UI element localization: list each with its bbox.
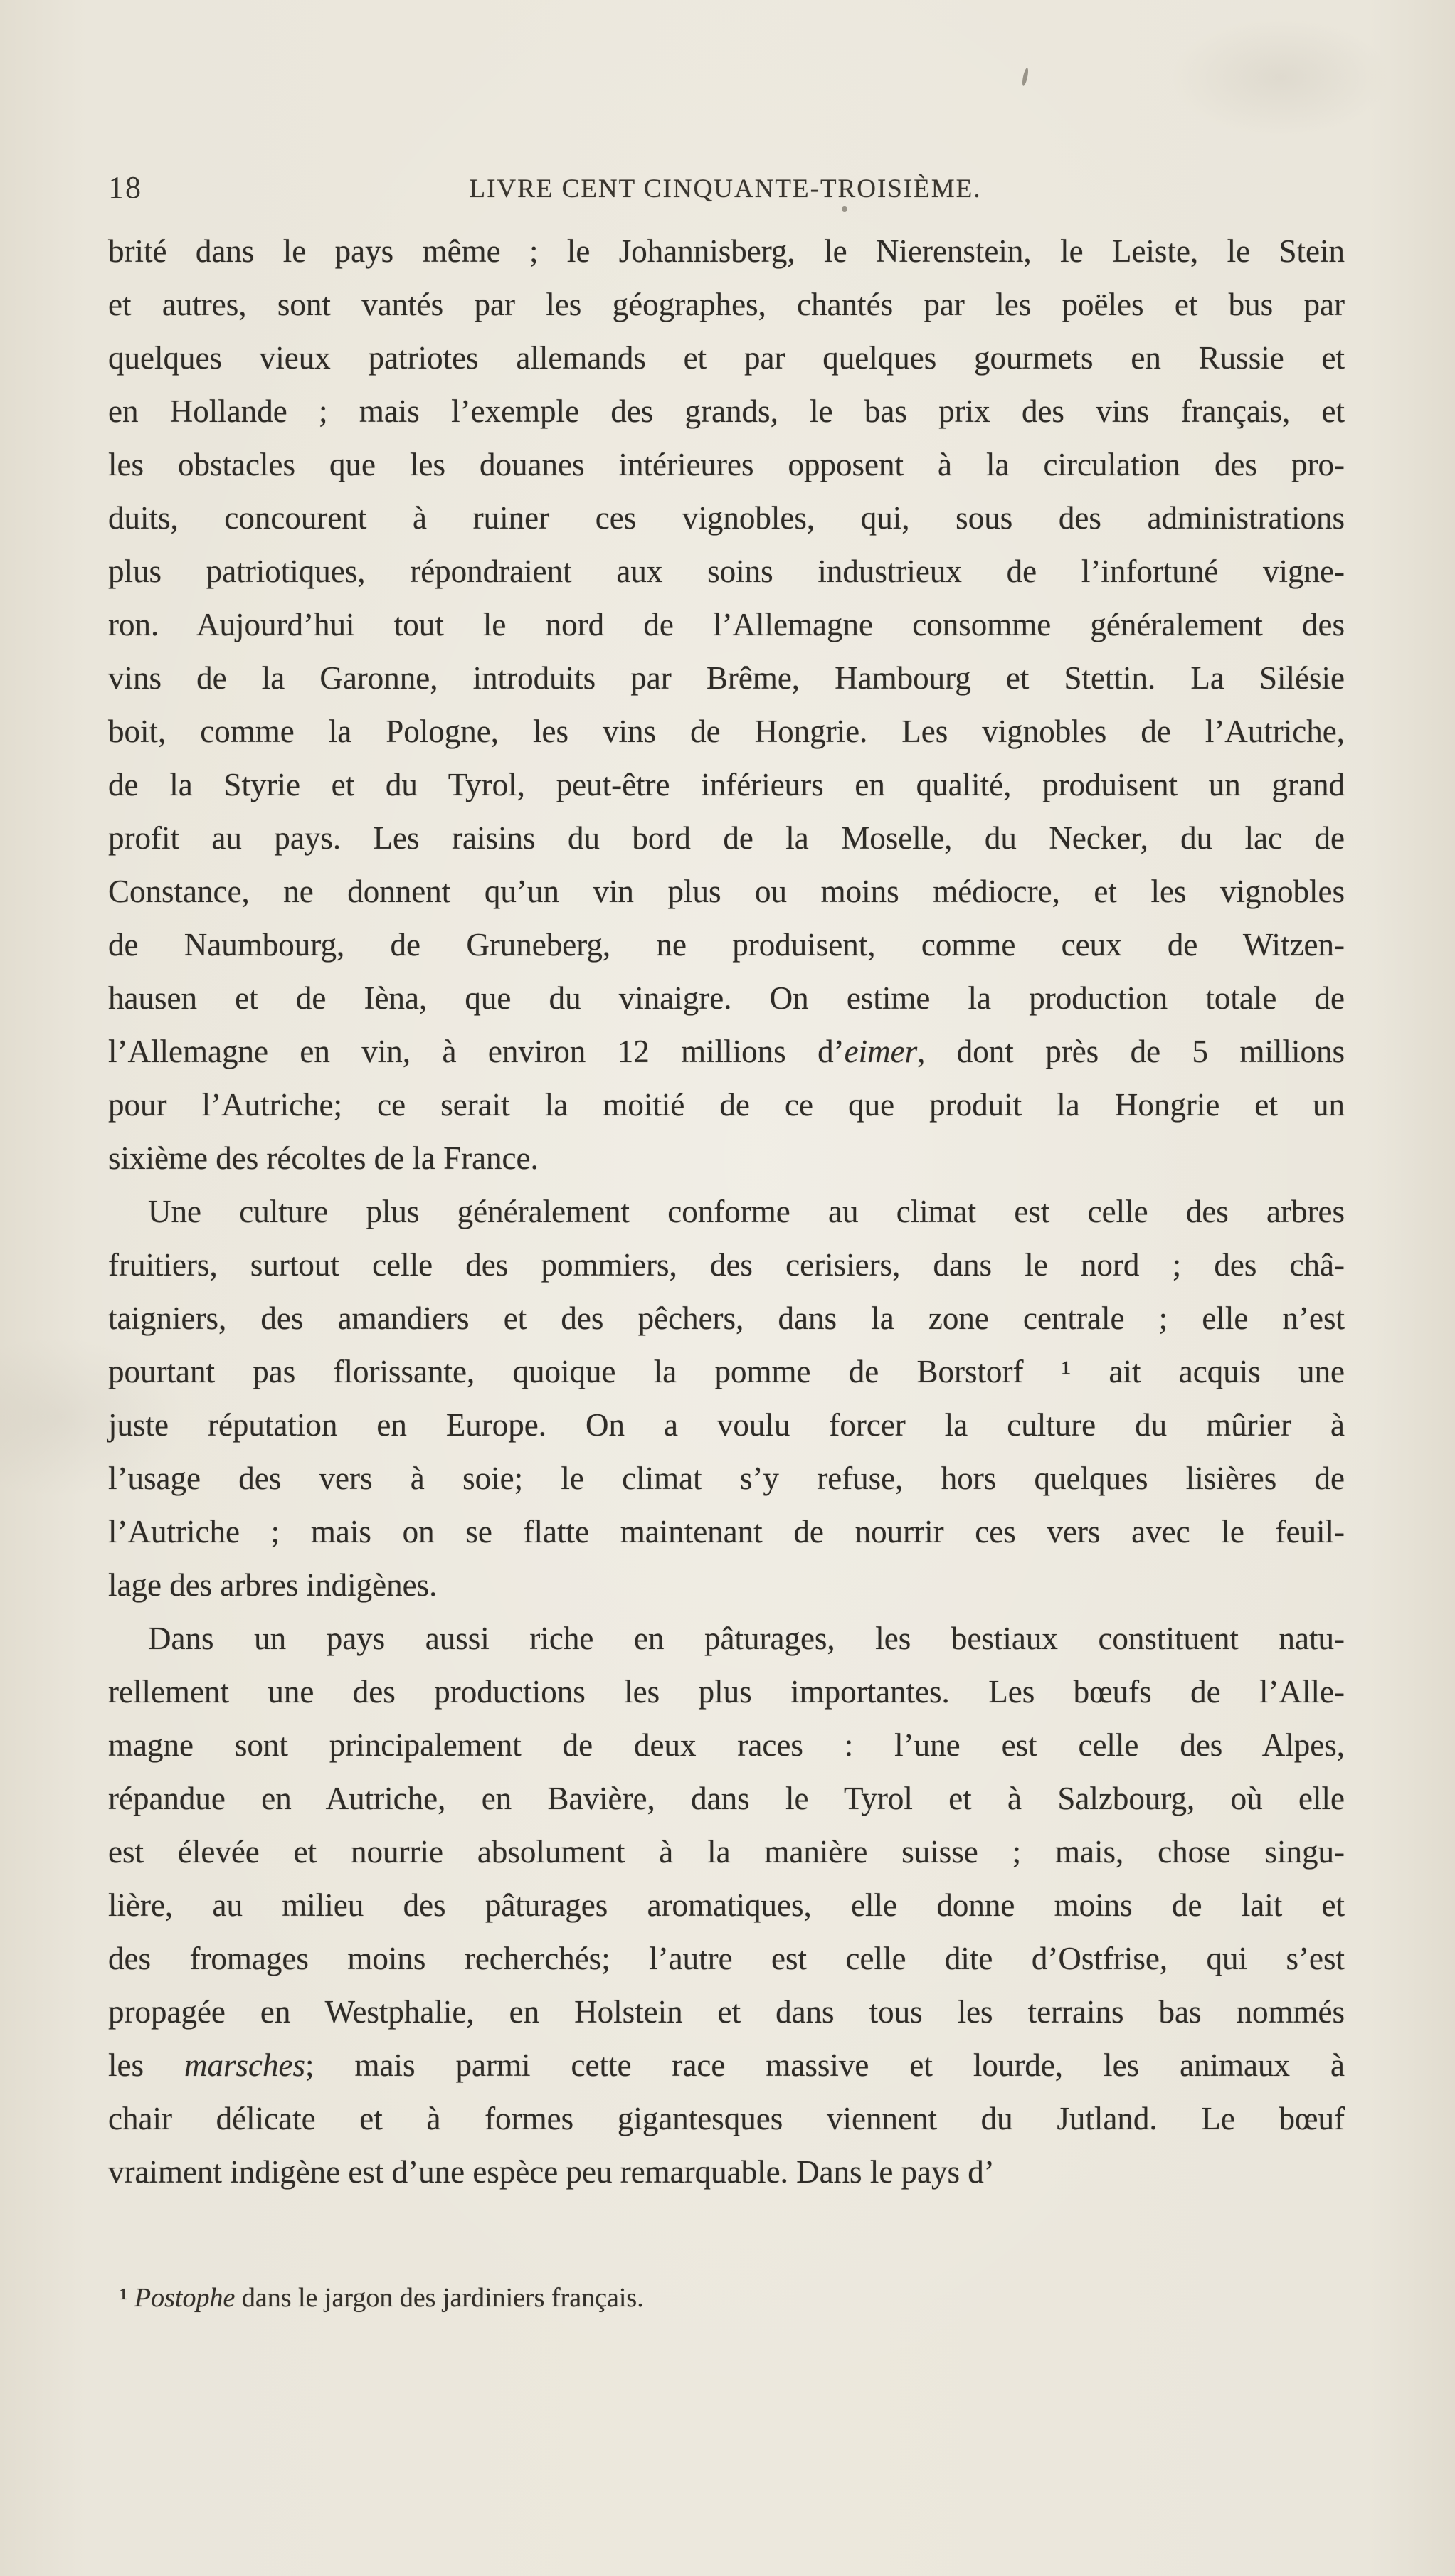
text-line: des fromages moins recherchés; l’autre est celle dite d’Ostfrise, qui s’est [108, 1941, 1345, 1976]
text-line: et autres, sont vantés par les géographes, chantés par les poëles et bus par [108, 287, 1345, 322]
text-line: répandue en Autriche, en Bavière, dans le Tyrol et à Salzbourg, où elle [108, 1781, 1345, 1816]
text-line: propagée en Westphalie, en Holstein et dans tous les terrains bas nommés [108, 1994, 1345, 2030]
text-line: de Naumbourg, de Gruneberg, ne produisent, comme ceux de Witzen- [108, 927, 1345, 963]
text-line: Constance, ne donnent qu’un vin plus ou moins médiocre, et les vignobles [108, 874, 1345, 909]
text-line: duits, concourent à ruiner ces vignobles, qui, sous des administrations [108, 500, 1345, 536]
text-line: Dans un pays aussi riche en pâturages, les bestiaux constituent natu- [148, 1621, 1345, 1656]
text-line: rellement une des productions les plus importantes. Les bœufs de l’Alle- [108, 1674, 1345, 1710]
text-line: chair délicate et à formes gigantesques viennent du Jutland. Le bœuf [108, 2101, 1345, 2136]
text-line: l’Allemagne en vin, à environ 12 millions d’eimer, dont près de 5 millions [108, 1034, 1345, 1069]
text-line: hausen et de Ièna, que du vinaigre. On estime la production totale de [108, 980, 1345, 1016]
ink-speck [1021, 68, 1029, 87]
body-text [108, 225, 1345, 2199]
text-line: l’usage des vers à soie; le climat s’y refuse, hors quelques lisières de [108, 1461, 1345, 1496]
text-line: de la Styrie et du Tyrol, peut-être inférieurs en qualité, produisent un grand [108, 767, 1345, 802]
running-title: LIVRE CENT CINQUANTE-TROISIÈME. [469, 174, 982, 203]
text-line: quelques vieux patriotes allemands et par quelques gourmets en Russie et [108, 340, 1345, 376]
text-line: sixième des récoltes de la France. [108, 1140, 539, 1176]
text-line: lière, au milieu des pâturages aromatiques, elle donne moins de lait et [108, 1887, 1345, 1923]
text-line: fruitiers, surtout celle des pommiers, des cerisiers, dans le nord ; des châ- [108, 1247, 1345, 1283]
footnote: ¹ Postophe dans le jargon des jardiniers français. [120, 2283, 644, 2313]
text-line: est élevée et nourrie absolument à la manière suisse ; mais, chose singu- [108, 1834, 1345, 1870]
paragraph [108, 1185, 1345, 1612]
paragraph [108, 1612, 1345, 2199]
text-line: plus patriotiques, répondraient aux soins industrieux de l’infortuné vigne- [108, 553, 1345, 589]
ink-speck [842, 206, 847, 212]
text-line: les obstacles que les douanes intérieures opposent à la circulation des pro- [108, 447, 1345, 482]
text-line: boit, comme la Pologne, les vins de Hongrie. Les vignobles de l’Autriche, [108, 714, 1345, 749]
text-line: brité dans le pays même ; le Johannisberg, le Nierenstein, le Leiste, le Stein [108, 233, 1345, 269]
text-line: pourtant pas florissante, quoique la pomme de Borstorf ¹ ait acquis une [108, 1354, 1345, 1389]
page-header [108, 169, 1343, 212]
text-line: en Hollande ; mais l’exemple des grands, le bas prix des vins français, et [108, 393, 1345, 429]
text-line: juste réputation en Europe. On a voulu forcer la culture du mûrier à [108, 1407, 1345, 1443]
text-line: Une culture plus généralement conforme au climat est celle des arbres [148, 1194, 1345, 1229]
text-line: vraiment indigène est d’une espèce peu remarquable. Dans le pays d’ [108, 2154, 995, 2190]
text-line: pour l’Autriche; ce serait la moitié de ce que produit la Hongrie et un [108, 1087, 1345, 1123]
text-line: lage des arbres indigènes. [108, 1567, 438, 1603]
text-line: taigniers, des amandiers et des pêchers, dans la zone centrale ; elle n’est [108, 1300, 1345, 1336]
paragraph [108, 225, 1345, 1185]
text-line: vins de la Garonne, introduits par Brême, Hambourg et Stettin. La Silésie [108, 660, 1345, 696]
text-line: ron. Aujourd’hui tout le nord de l’Allemagne consomme généralement des [108, 607, 1345, 642]
text-line: profit au pays. Les raisins du bord de la Moselle, du Necker, du lac de [108, 820, 1345, 856]
text-line: l’Autriche ; mais on se flatte maintenant de nourrir ces vers avec le feuil- [108, 1514, 1345, 1549]
text-line: magne sont principalement de deux races : l’une est celle des Alpes, [108, 1727, 1345, 1763]
page-number: 18 [108, 170, 142, 205]
text-line: les marsches; mais parmi cette race massive et lourde, les animaux à [108, 2047, 1345, 2083]
